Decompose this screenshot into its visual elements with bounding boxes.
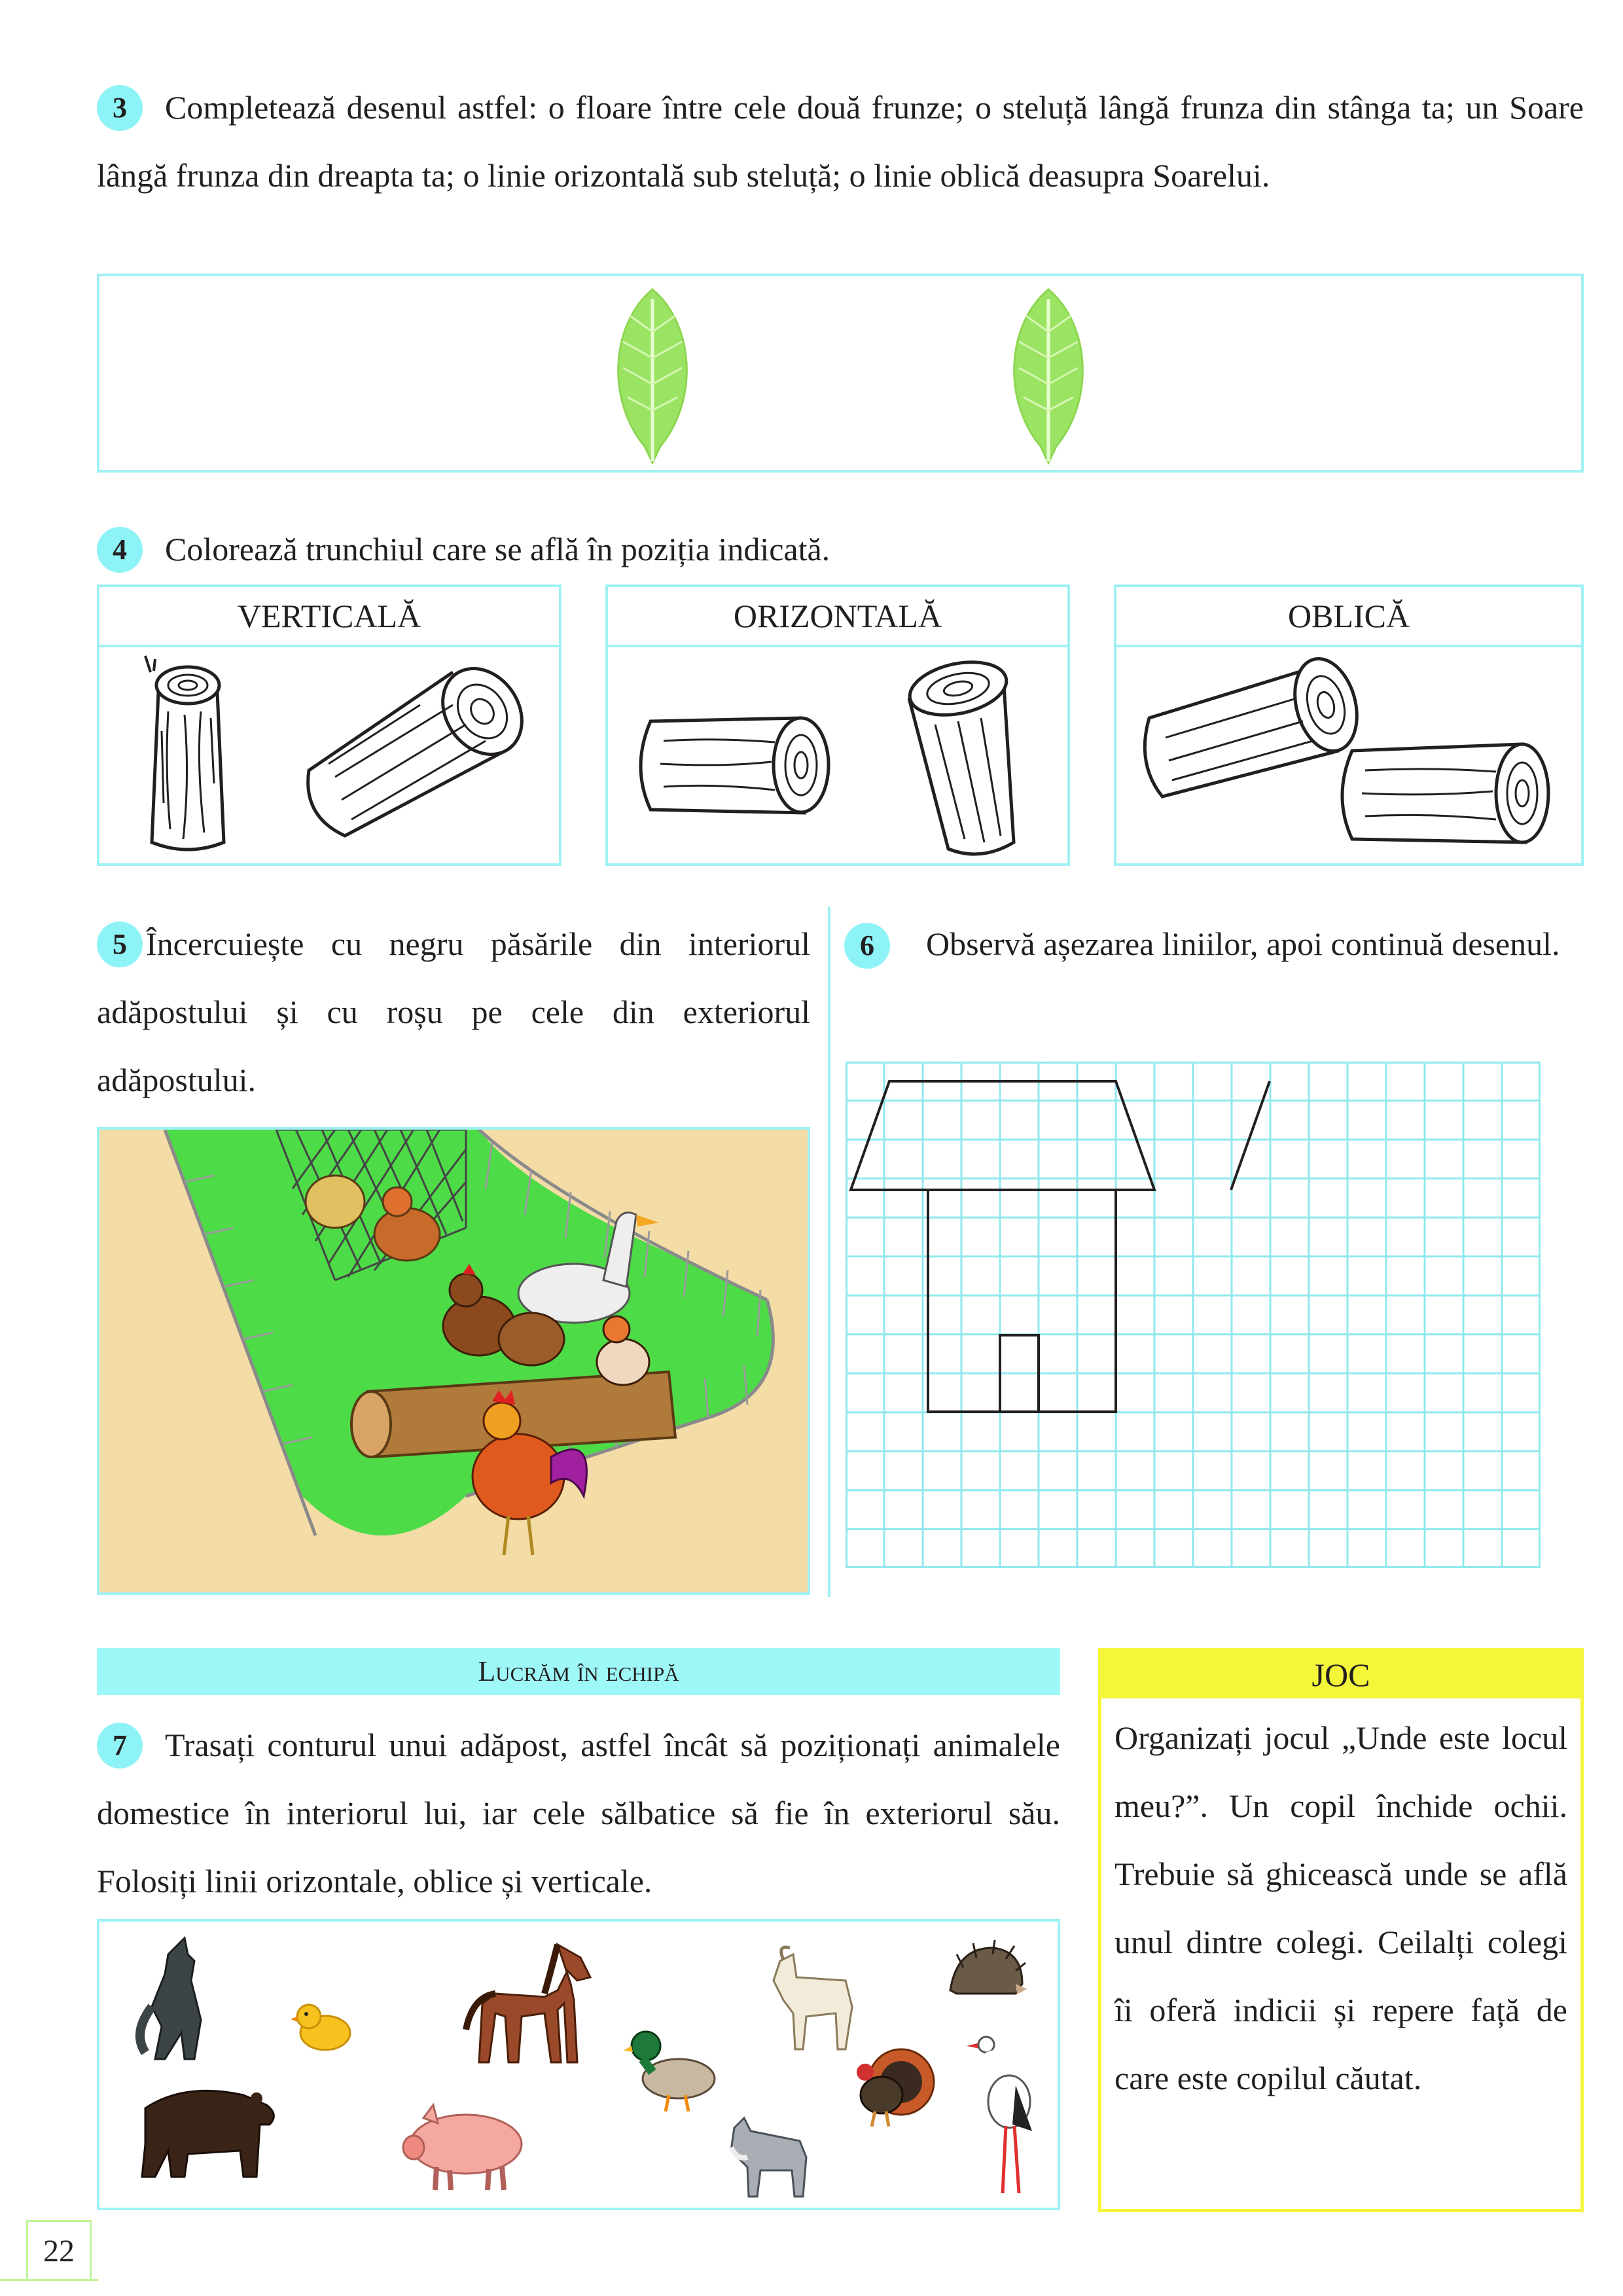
trunk-panel-horizontal [605,584,1070,866]
column-divider [828,906,830,1597]
chick-icon [289,1997,361,2056]
exercise-3-drawing-box[interactable] [97,274,1584,473]
page-corner-line [0,2279,98,2281]
right-leaf-icon [996,286,1101,466]
duck-icon [623,2023,721,2115]
exercise-7-text: Trasați conturul unui adăpost, astfel încât să poziționați animalele domestice în interiorul lui, iar cele sălbatice să fie în exteriorul său. Folosiți linii orizontale, oblice și verticale. [97,1727,1060,1899]
house-drawing [851,1081,1270,1412]
header-oblica: OBLICĂ [1116,587,1581,647]
exercise-3-number: 3 [97,85,143,131]
trunk-panel-vertical [97,584,562,866]
joc-box [1098,1648,1584,2212]
shelter-scene [99,1130,808,1592]
horizontal-trunk-2-icon[interactable] [1326,725,1568,862]
joc-text: Organizați jocul „Unde este locul meu?”. Un copil închide ochii. Trebuie să ghicească unde se află unul dintre colegi. Ceilalți colegi îi oferă indicii și repere față de care este copilul căutat. [1115,1719,1567,2096]
wolf-icon [129,1935,227,2066]
horizontal-trunk-icon[interactable] [624,702,840,833]
square-grid[interactable] [846,1062,1541,1568]
bear-icon [126,2079,283,2183]
oblique-trunk-icon[interactable] [289,653,544,862]
exercise-5-text: Încercuiește cu negru păsările din interiorul adăpostului și cu roșu pe cele din exteriorul adăpostului. [97,925,810,1098]
header-orizontala: ORIZONTALĂ [608,587,1067,647]
joc-title: JOC [1101,1651,1580,1698]
animals-box[interactable] [97,1919,1060,2210]
exercise-6-number: 6 [844,923,890,969]
team-work-banner: Lucrăm în echipă [97,1648,1060,1695]
pig-icon [397,2098,535,2197]
exercise-3-text: Completează desenul astfel: o floare între cele două frunze; o steluță lângă frunza din stânga ta; un Soare lângă frunza din dreapta ta; o linie orizontală sub steluță; o linie oblică deasupra Soarelui. [97,89,1584,194]
goat-icon [754,1941,865,2053]
exercise-5-number: 5 [97,922,143,967]
vertical-trunk-icon[interactable] [132,653,243,862]
hedgehog-icon [944,1938,1029,2003]
turkey-icon [846,2043,937,2128]
trunk-panel-oblique [1114,584,1584,866]
stork-icon [963,2020,1042,2203]
page-number: 22 [26,2220,92,2279]
exercise-4-text: Colorează trunchiul care se află în poziția indicată. [165,531,830,567]
dog-icon [721,2111,819,2203]
header-verticala: VERTICALĂ [99,587,559,647]
exercise-6-text: Observă așezarea liniilor, apoi continuă desenul. [926,925,1560,962]
exercise-4-number: 4 [97,527,143,573]
left-leaf-icon [600,286,705,466]
exercise-7-number: 7 [97,1723,143,1768]
tilted-trunk-icon[interactable] [883,653,1053,862]
horse-icon [459,1931,603,2069]
bird-shelter-image[interactable] [97,1127,810,1595]
